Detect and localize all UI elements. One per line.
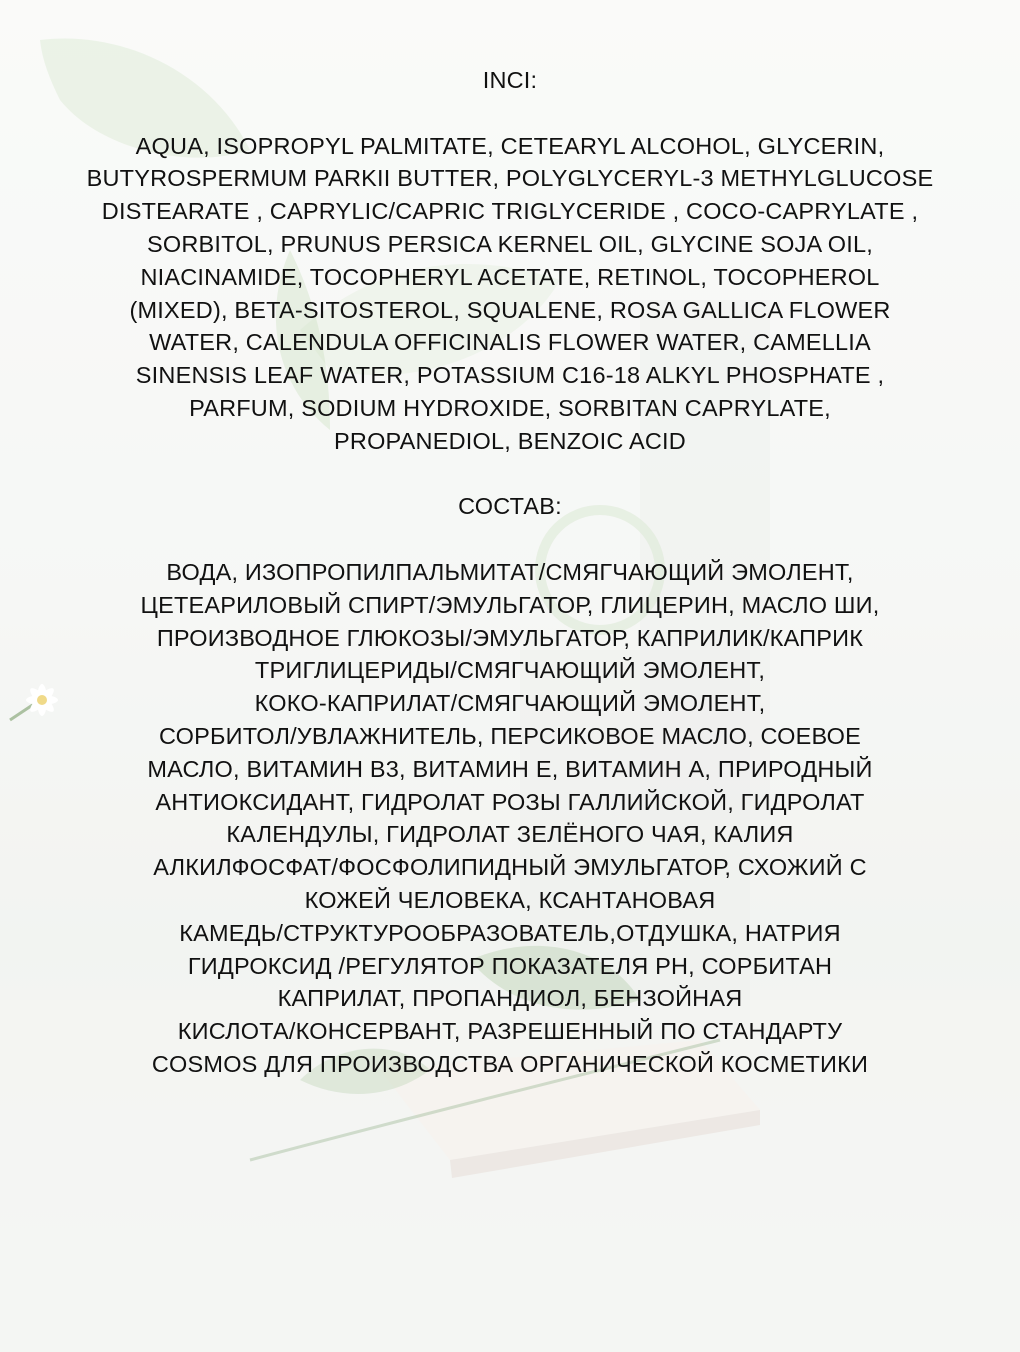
inci-line: (MIXED), BETA-SITOSTEROL, SQUALENE, ROSA GALLICA FLOWER <box>129 296 891 323</box>
inci-line: NIACINAMIDE, TOCOPHERYL ACETATE, RETINOL, TOCOPHEROL <box>140 263 880 290</box>
inci-line: AQUA, ISOPROPYL PALMITATE, CETEARYL ALCOHOL, GLYCERIN, <box>135 132 885 159</box>
sostav-line: АЛКИЛФОСФАТ/ФОСФОЛИПИДНЫЙ ЭМУЛЬГАТОР, СХОЖИЙ С <box>153 854 867 881</box>
inci-line: WATER, CALENDULA OFFICINALIS FLOWER WATER, CAMELLIA <box>149 329 871 356</box>
inci-line: PARFUM, SODIUM HYDROXIDE, SORBITAN CAPRYLATE, <box>189 394 831 421</box>
inci-line: SORBITOL, PRUNUS PERSICA KERNEL OIL, GLYCINE SOJA OIL, <box>146 230 874 257</box>
inci-line: SINENSIS LEAF WATER, POTASSIUM C16-18 ALKYL PHOSPHATE , <box>135 362 885 389</box>
sostav-line: КОКО-КАПРИЛАТ/СМЯГЧАЮЩИЙ ЭМОЛЕНТ, <box>254 690 766 717</box>
spacer <box>60 458 960 491</box>
sostav-line: КОЖЕЙ ЧЕЛОВЕКА, КСАНТАНОВАЯ <box>304 886 716 913</box>
inci-line: DISTEARATE , CAPRYLIC/CAPRIC TRIGLYCERIDE , COCO-CAPRYLATE , <box>101 198 919 225</box>
sostav-line: КИСЛОТА/КОНСЕРВАНТ, РАЗРЕШЕННЫЙ ПО СТАНДАРТУ <box>177 1018 843 1045</box>
sostav-list <box>60 556 960 1081</box>
sostav-line: КАЛЕНДУЛЫ, ГИДРОЛАТ ЗЕЛЁНОГО ЧАЯ, КАЛИЯ <box>226 821 794 848</box>
sostav-line: ЦЕТЕАРИЛОВЫЙ СПИРТ/ЭМУЛЬГАТОР, ГЛИЦЕРИН, МАСЛО ШИ, <box>140 591 880 618</box>
sostav-line: АНТИОКСИДАНТ, ГИДРОЛАТ РОЗЫ ГАЛЛИЙСКОЙ, ГИДРОЛАТ <box>155 788 865 815</box>
sostav-line: ГИДРОКСИД /РЕГУЛЯТОР ПОКАЗАТЕЛЯ РН, СОРБИТАН <box>187 952 833 979</box>
sostav-line: ТРИГЛИЦЕРИДЫ/СМЯГЧАЮЩИЙ ЭМОЛЕНТ, <box>254 657 766 684</box>
spacer <box>60 523 960 556</box>
sostav-line: COSMOS ДЛЯ ПРОИЗВОДСТВА ОРГАНИЧЕСКОЙ КОСМЕТИКИ <box>151 1050 869 1077</box>
sostav-line: КАПРИЛАТ, ПРОПАНДИОЛ, БЕНЗОЙНАЯ <box>277 985 743 1012</box>
inci-line: BUTYROSPERMUM PARKII BUTTER, POLYGLYCERYL-3 METHYLGLUCOSE <box>86 165 934 192</box>
ingredients-text <box>60 64 960 1081</box>
sostav-line: МАСЛО, ВИТАМИН В3, ВИТАМИН Е, ВИТАМИН А, ПРИРОДНЫЙ <box>147 755 873 782</box>
inci-heading: INCI: <box>482 67 538 93</box>
sostav-line: СОРБИТОЛ/УВЛАЖНИТЕЛЬ, ПЕРСИКОВОЕ МАСЛО, СОЕВОЕ <box>159 722 861 749</box>
sostav-line: КАМЕДЬ/СТРУКТУРООБРАЗОВАТЕЛЬ,ОТДУШКА, НАТРИЯ <box>179 919 841 946</box>
spacer <box>60 97 960 130</box>
sostav-heading: СОСТАВ: <box>458 493 562 520</box>
sostav-line: ПРОИЗВОДНОЕ ГЛЮКОЗЫ/ЭМУЛЬГАТОР, КАПРИЛИК/КАПРИК <box>156 624 864 651</box>
inci-line: PROPANEDIOL, BENZOIC ACID <box>334 427 686 454</box>
sostav-line: ВОДА, ИЗОПРОПИЛПАЛЬМИТАТ/СМЯГЧАЮЩИЙ ЭМОЛЕНТ, <box>166 558 854 585</box>
inci-list <box>60 130 960 458</box>
